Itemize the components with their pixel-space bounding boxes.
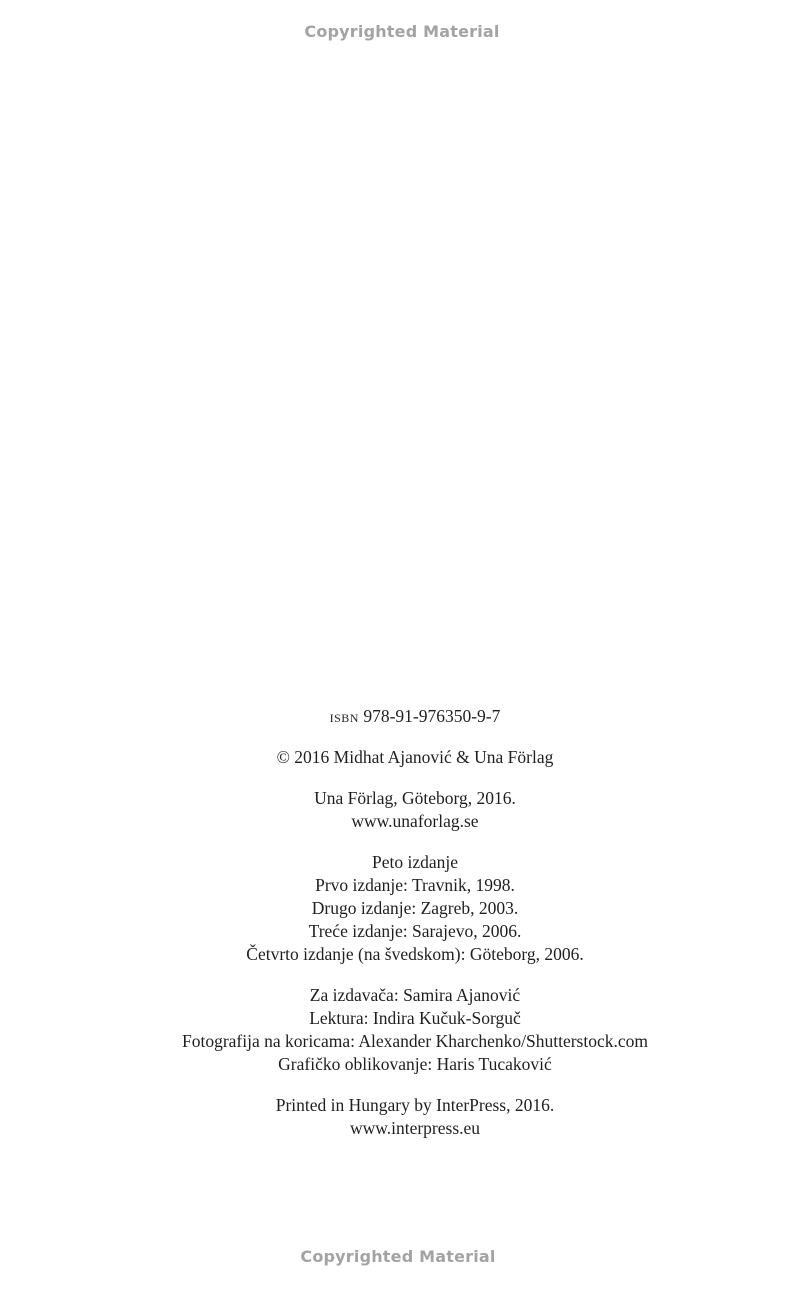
edition-line: Četvrto izdanje (na švedskom): Göteborg, 2006. <box>246 944 584 964</box>
publisher-website: www.unaforlag.se <box>351 811 479 831</box>
edition-line: Drugo izdanje: Zagreb, 2003. <box>311 898 519 918</box>
credit-line: Fotografija na koricama: Alexander Kharchenko/Shutterstock.com <box>181 1031 649 1051</box>
copyright-line: © 2016 Midhat Ajanović & Una Förlag <box>276 747 554 767</box>
copyright-notice <box>0 746 800 769</box>
credit-line: Grafičko oblikovanje: Haris Tucaković <box>278 1054 552 1074</box>
printer-info <box>0 1094 800 1140</box>
credits <box>0 984 800 1076</box>
publisher-info <box>0 787 800 833</box>
copyright-watermark-top: Copyrighted Material <box>304 22 500 41</box>
edition-line: Treće izdanje: Sarajevo, 2006. <box>308 921 522 941</box>
publisher-line: Una Förlag, Göteborg, 2016. <box>314 788 516 808</box>
isbn-line <box>0 705 800 728</box>
edition-history <box>0 851 800 966</box>
isbn-number: 978-91-976350-9-7 <box>363 706 501 726</box>
isbn-label: isbn <box>329 706 359 726</box>
edition-line: Prvo izdanje: Travnik, 1998. <box>315 875 515 895</box>
printer-line: Printed in Hungary by InterPress, 2016. <box>275 1095 555 1115</box>
imprint-block <box>0 705 800 1140</box>
credit-line: Za izdavača: Samira Ajanović <box>309 985 521 1005</box>
edition-line: Peto izdanje <box>371 852 458 872</box>
copyright-watermark-bottom: Copyrighted Material <box>300 1247 496 1266</box>
credit-line: Lektura: Indira Kučuk-Sorguč <box>309 1008 521 1028</box>
printer-website: www.interpress.eu <box>349 1118 481 1138</box>
